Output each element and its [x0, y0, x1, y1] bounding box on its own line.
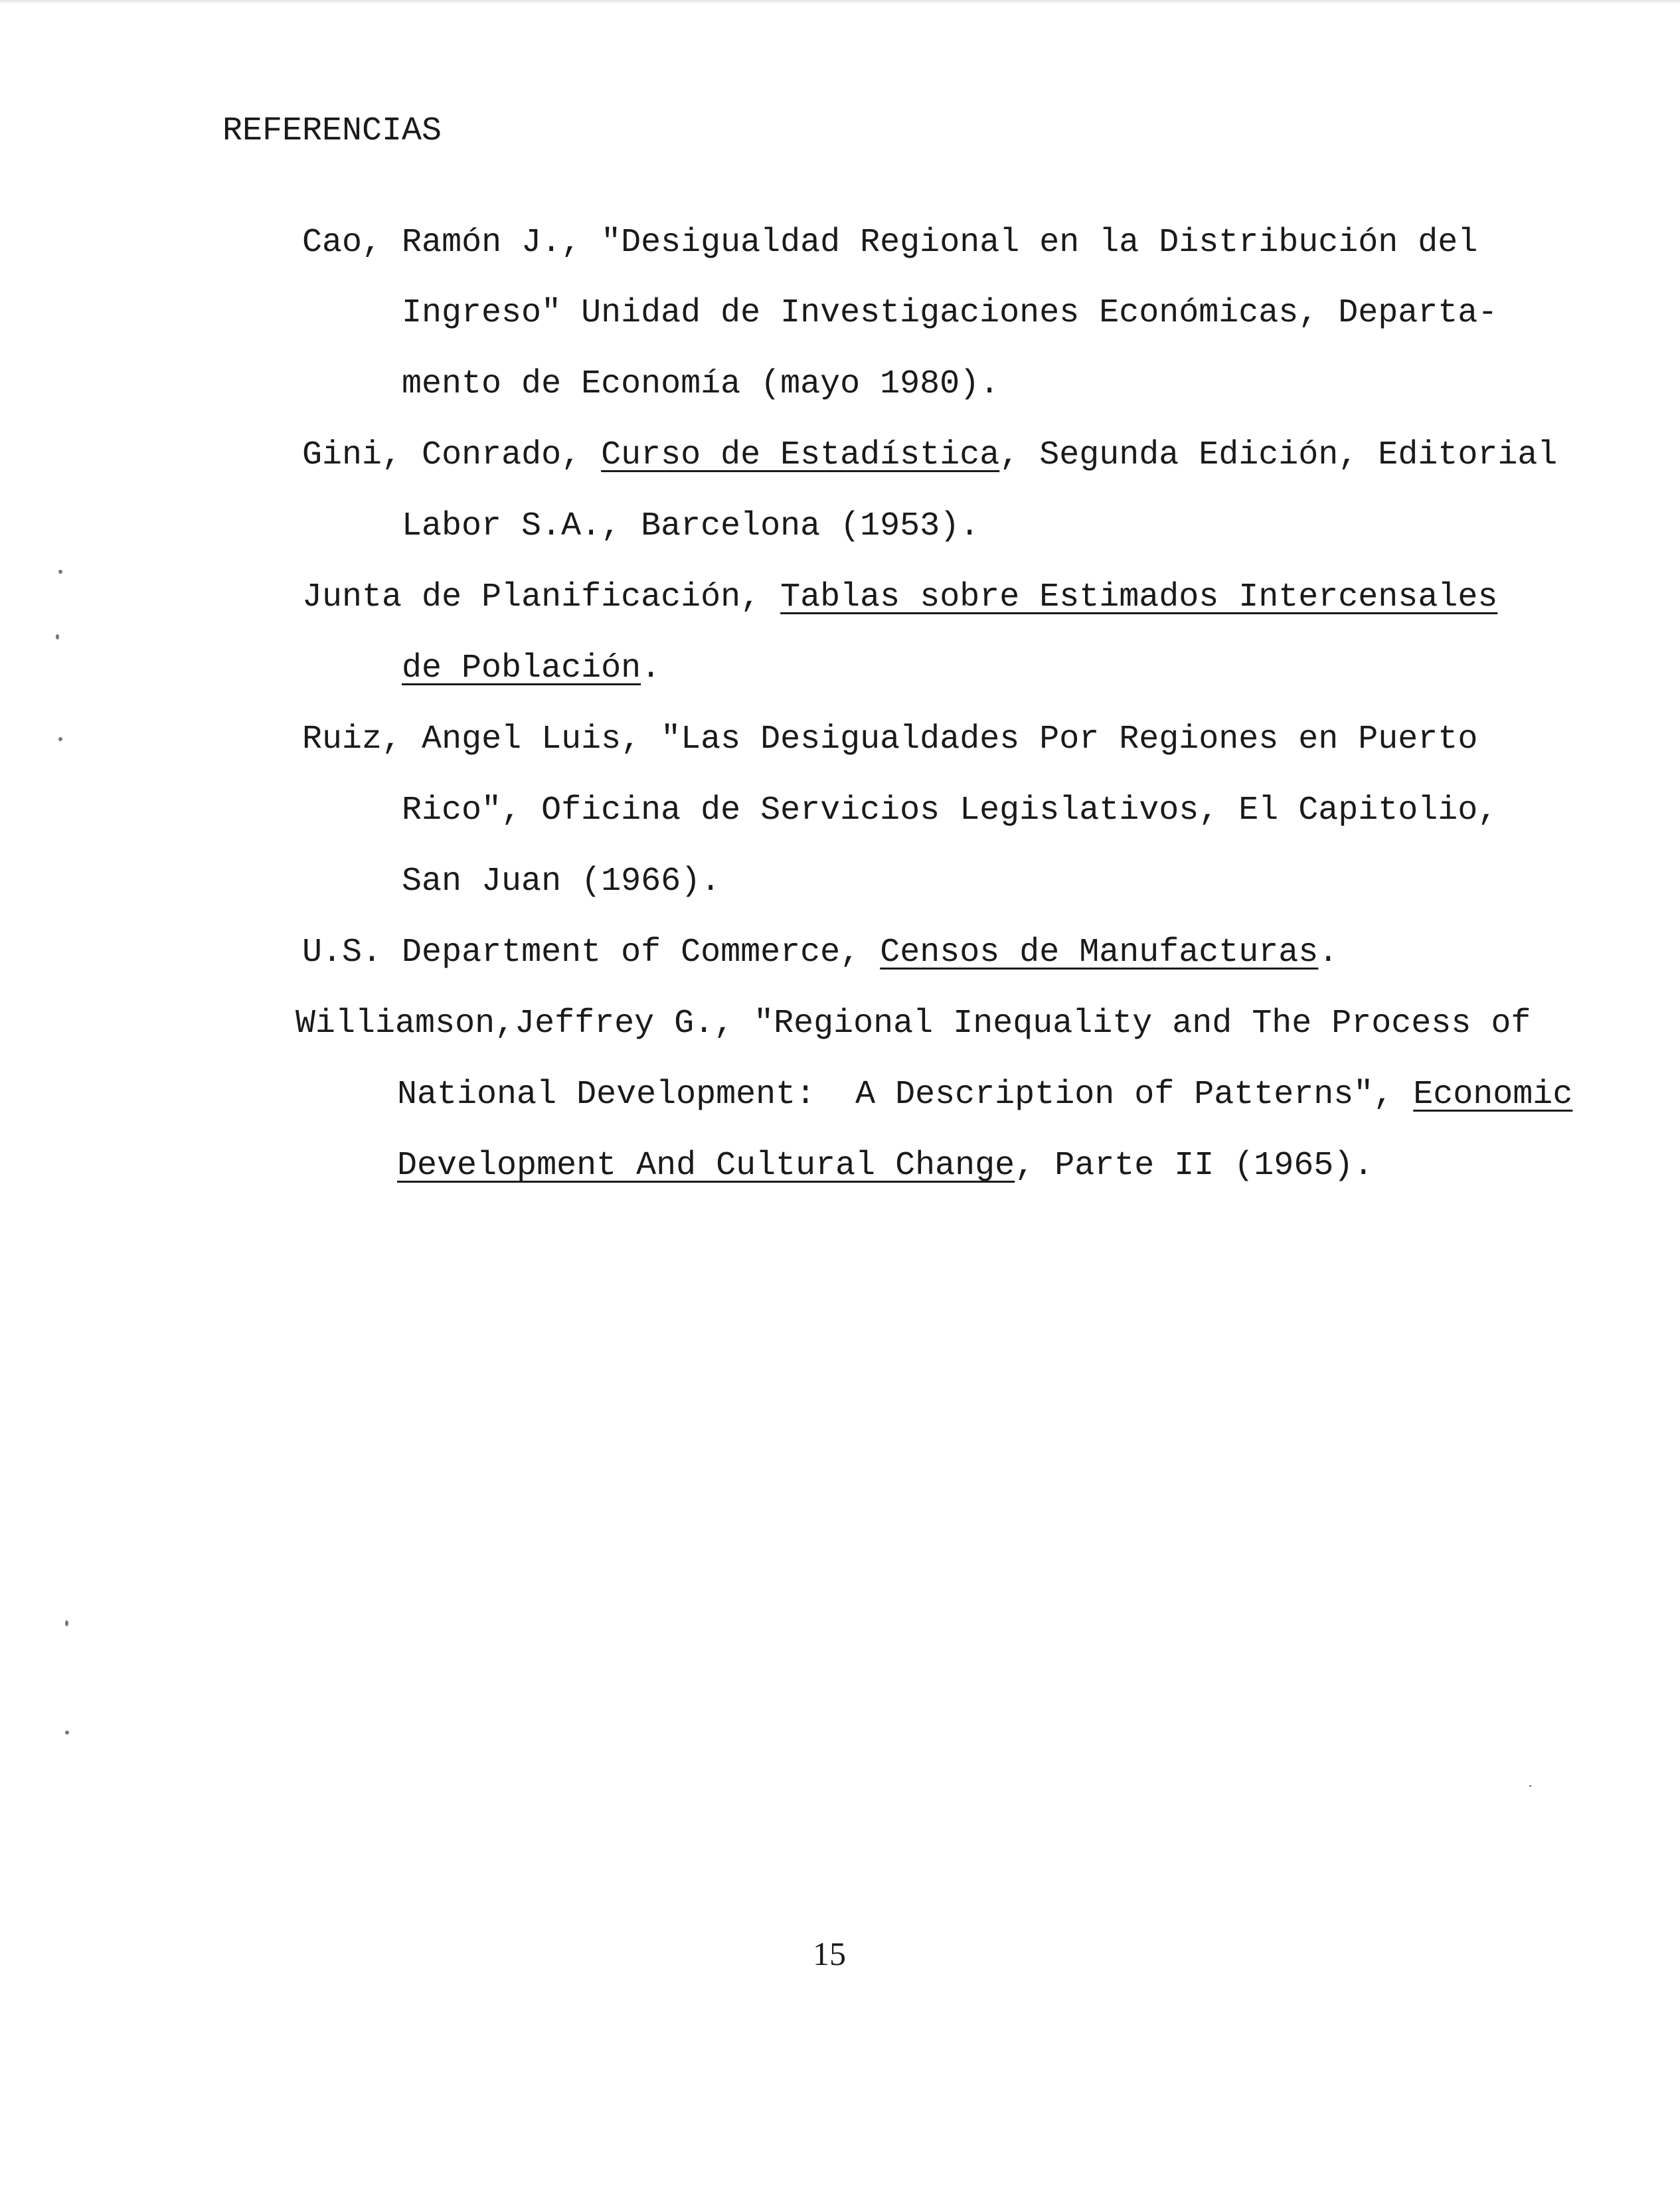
reference-text: .	[641, 649, 661, 687]
reference-title: Censos de Manufacturas	[880, 934, 1319, 972]
scan-speck	[56, 634, 59, 639]
reference-title: Tablas sobre Estimados Intercensales	[780, 578, 1498, 616]
reference-text: Gini, Conrado,	[302, 436, 602, 474]
reference-text: .	[1318, 934, 1339, 972]
reference-text: Labor S.A., Barcelona (1953).	[402, 507, 980, 545]
reference-text: Ingreso" Unidad de Investigaciones Económicas, Departa-	[402, 294, 1498, 332]
reference-text: , Parte II (1965).	[1015, 1147, 1374, 1185]
scan-speck	[65, 1731, 69, 1735]
reference-text: mento de Economía (mayo 1980).	[402, 365, 1000, 403]
scan-speck	[65, 1620, 68, 1626]
scan-speck	[58, 737, 62, 741]
reference-title: de Población	[402, 649, 641, 687]
reference-title: Development And Cultural Change	[397, 1147, 1015, 1185]
reference-text: Rico", Oficina de Servicios Legislativos, El Capitolio,	[402, 792, 1498, 829]
scan-top-edge	[0, 0, 1680, 4]
reference-text: San Juan (1966).	[402, 863, 721, 900]
reference-title: Curso de Estadística	[601, 436, 1000, 474]
reference-text: , Segunda Edición, Editorial	[999, 436, 1558, 474]
reference-line	[317, 1106, 1373, 1226]
reference-text: Cao, Ramón J., "Desigualdad Regional en la Distribución del	[302, 224, 1478, 262]
page-number: 15	[813, 1935, 846, 1972]
reference-text: National Development: A Description of Patterns",	[397, 1076, 1414, 1114]
reference-text: Junta de Planificación,	[302, 578, 781, 616]
reference-text: Williamson,Jeffrey G., "Regional Inequality and The Process of	[295, 1005, 1531, 1043]
references-heading: REFERENCIAS	[222, 112, 442, 150]
scan-speck	[1529, 1785, 1531, 1787]
reference-text: U.S. Department of Commerce,	[302, 934, 881, 972]
scan-speck	[58, 570, 62, 574]
reference-title: Economic	[1413, 1076, 1573, 1114]
reference-text: Ruiz, Angel Luis, "Las Desigualdades Por Regiones en Puerto	[302, 721, 1478, 758]
